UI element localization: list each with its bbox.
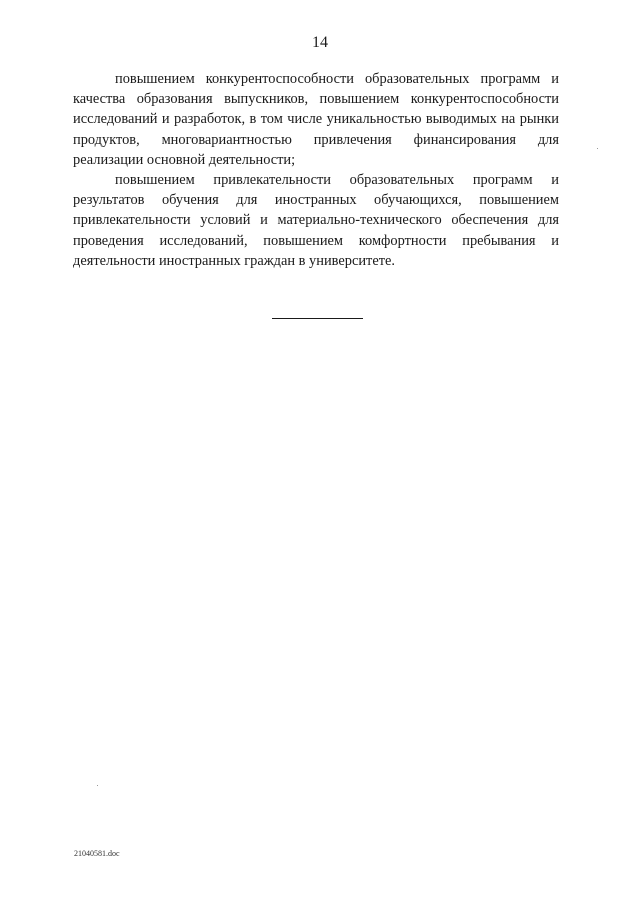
- footer-document-reference: 21040581.doc: [74, 849, 120, 858]
- page-number: 14: [312, 34, 328, 51]
- paragraph-attractiveness: повышением привлекательности образовательных программ и результатов обучения для иностранных обучающихся, повышением привлекательности условий и материально-технического обеспечения для проведения исследований, повышением комфортности пребывания и деятельности иностранных граждан в университете.: [73, 172, 559, 269]
- paragraph-competitiveness: повышением конкурентоспособности образовательных программ и качества образования выпускников, повышением конкурентоспособности исследований и разработок, в том числе уникальностью выводимых на рынки продуктов, многовариантностью привлечения финансирования для реализации основной деятельности;: [73, 71, 559, 168]
- scan-speck: [97, 785, 98, 786]
- closing-separator-line: [272, 318, 363, 319]
- body-text: [73, 69, 559, 271]
- scan-speck: [597, 148, 598, 149]
